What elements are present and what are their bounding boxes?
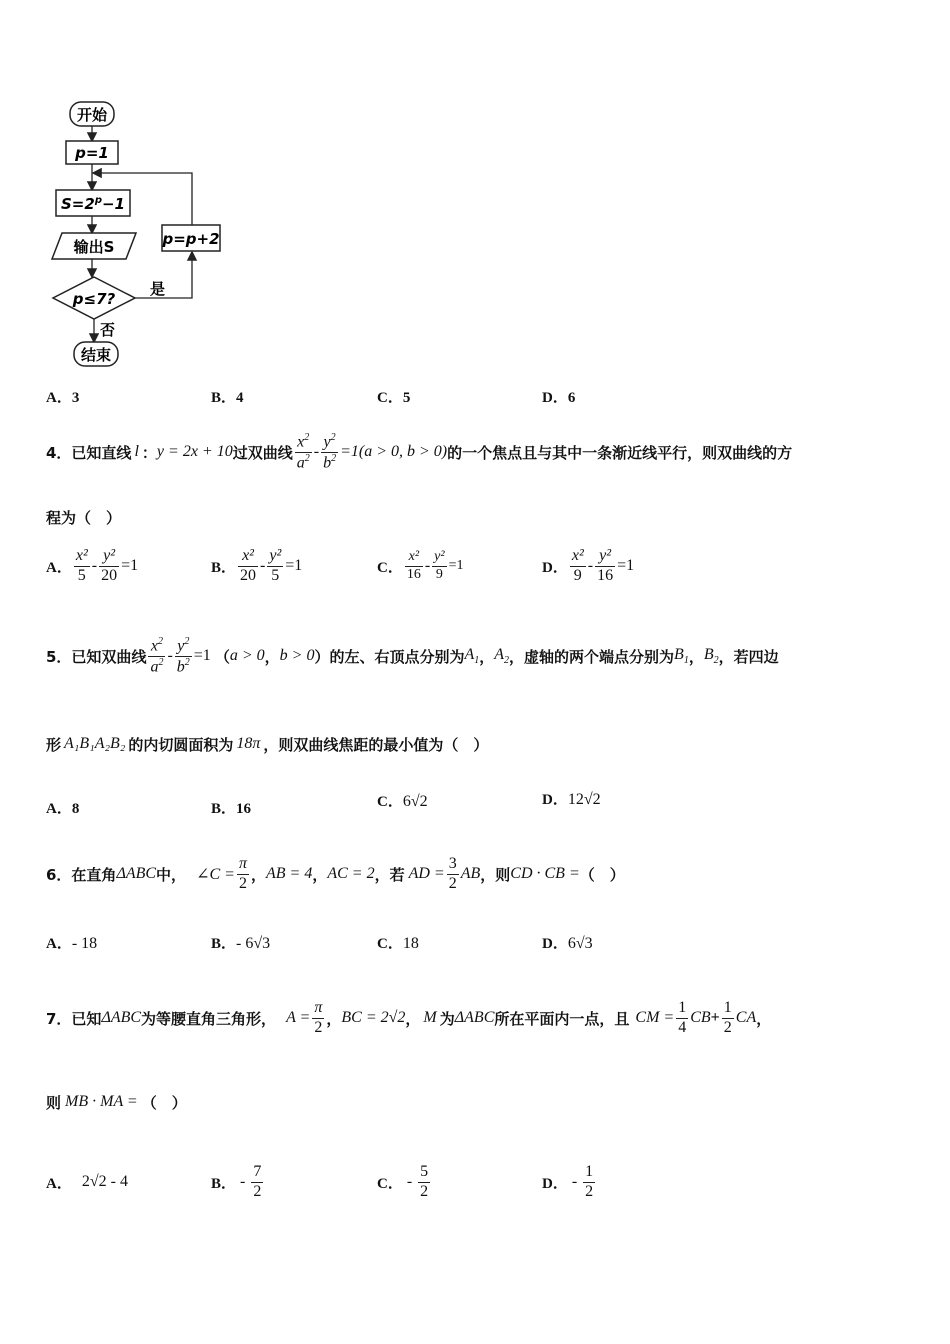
q7-stem: 7．已知 ΔABC 为等腰直角三角形， A = $\frac{\pi}{2}$ ， BC = 2√2 ， M 为 ΔABC 所在平面内一点，且 CM = $\frac{1}{4}$ CB + $\frac{1}{2}$ CA ， [46, 999, 772, 1036]
q6-option-c[interactable]: C．18 [377, 935, 419, 952]
q4-option-b[interactable]: B． $\frac{\text{x²}}{20}$ - $\frac{\text{y²}}{5}$ =1 [211, 547, 303, 584]
flow-yes-label: 是 [150, 280, 166, 298]
q5-option-d[interactable]: D．12√2 [542, 791, 601, 808]
q7-option-b[interactable]: B． - $\frac{7}{2}$ [211, 1163, 262, 1200]
q4-option-a[interactable]: A． $\frac{\text{x²}}{5}$ - $\frac{\text{y²}}{20}$ =1 [46, 547, 139, 584]
flow-init-text: p=1 [75, 144, 109, 162]
q6-option-a[interactable]: A．- 18 [46, 935, 98, 952]
q7-option-a[interactable]: A． 2√2 - 4 [46, 1173, 128, 1192]
flow-update-text: p=p+2 [162, 230, 220, 248]
flow-output-text: 输出S [73, 238, 115, 256]
q6-option-b[interactable]: B．- 6√3 [211, 935, 271, 952]
q4-stem: 4．已知直线 l ： y = 2x + 10 过双曲线 $\frac{x^2}{a^2}$ - $\frac{y^2}{b^2}$ =1(a > 0, b > 0) 的一个焦点且与其中一条渐近线平行，则双曲线的方 [46, 431, 793, 471]
q6-option-d[interactable]: D．6√3 [542, 935, 593, 952]
q3-option-b[interactable]: B．4 [211, 390, 244, 406]
flow-end-text: 结束 [80, 346, 112, 364]
flow-start-text: 开始 [76, 106, 108, 124]
q7-option-c[interactable]: C． - $\frac{5}{2}$ [377, 1163, 429, 1200]
q3-option-c[interactable]: C．5 [377, 390, 411, 406]
q5-stem: 5．已知双曲线 $\frac{x^2}{a^2}$ - $\frac{y^2}{b^2}$ =1 （ a > 0 ， b > 0 ）的左、右顶点分别为 $A_1$ ， $A_2$ ，虚轴的两个端点分别为 $B_1$ ， $B_2$ ，若四边 [46, 635, 779, 675]
q5-stem-line2: 形 A₁B₁A₂B₂ 的内切圆面积为 18π ，则双曲线焦距的最小值为（ ） [46, 735, 489, 754]
q5-option-b[interactable]: B．16 [211, 801, 252, 817]
q5-option-c[interactable]: C．6√2 [377, 793, 428, 810]
q4-option-d[interactable]: D． $\frac{\text{x²}}{9}$ - $\frac{\text{y²}}{16}$ =1 [542, 547, 635, 584]
q3-option-a[interactable]: A．3 [46, 390, 80, 406]
q5-option-a[interactable]: A．8 [46, 801, 80, 817]
q4-frac-x: $\frac{x^2}{a^2}$ [296, 431, 310, 471]
q3-option-d[interactable]: D．6 [542, 390, 576, 406]
q6-stem: 6．在直角 ΔABC 中， ∠C = $\frac{\pi}{2}$ ， AB = 4 ， AC = 2 ，若 AD = $\frac{3}{2}$ AB ，则 CD · CB = （ ） [46, 855, 625, 892]
q4-option-c[interactable]: C． $\frac{\text{x²}}{16}$ - $\frac{\text{y²}}{9}$ =1 [377, 549, 464, 582]
flow-no-label: 否 [100, 321, 116, 339]
flow-compute-text: $S=2^p-1$ [61, 195, 125, 213]
q7-option-d[interactable]: D． - $\frac{1}{2}$ [542, 1163, 594, 1200]
q4-stem-line2: 程为（ ） [46, 509, 122, 527]
flow-decision-text: p≤7? [72, 290, 116, 308]
flowchart [40, 95, 240, 375]
q4-frac-y: $\frac{y^2}{b^2}$ [323, 431, 337, 471]
q7-stem-line2: 则 MB · MA = （ ） [46, 1093, 187, 1112]
